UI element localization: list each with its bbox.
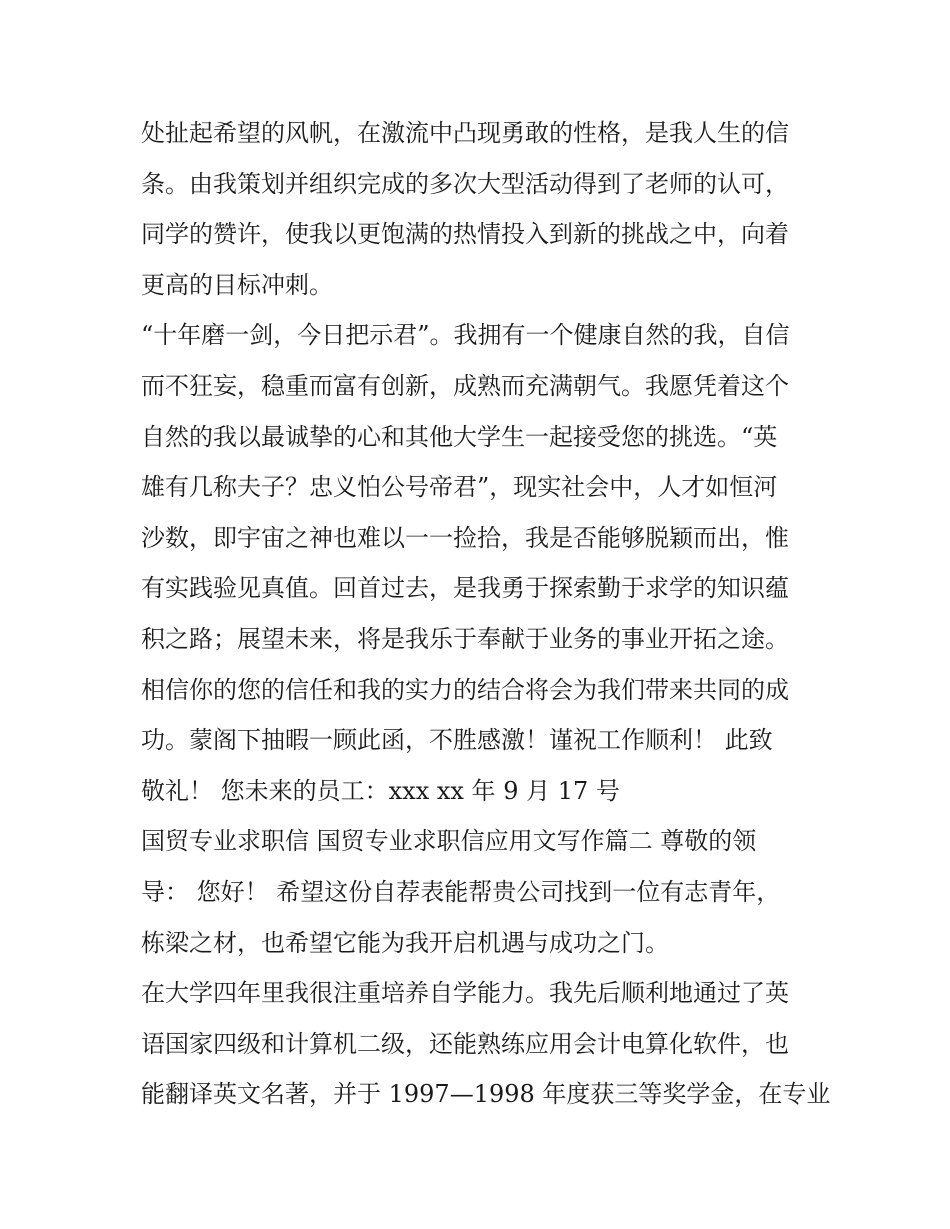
text-line: 处扯起希望的风帆，在激流中凸现勇敢的性格，是我人生的信 [141,119,789,147]
text-line: 有实践验见真值。回首过去，是我勇于探索勤于求学的知识蕴 [141,574,789,603]
text-line: 同学的赞许，使我以更饱满的热情投入到新的挑战之中，向着 [141,220,789,249]
text-line: 能翻译英文名著，并于 1997—1998 年度获三等奖学金，在专业 [141,1080,831,1109]
text-line: “十年磨一剑，今日把示君”。我拥有一个健康自然的我，自信 [141,321,790,350]
text-line: 沙数，即宇宙之神也难以一一捡拾，我是否能够脱颖而出，惟 [141,523,789,552]
text-line: 功。蒙阁下抽暇一顾此函，不胜感激！谨祝工作顺利！ 此致 [141,726,773,755]
text-line: 在大学四年里我很注重培养自学能力。我先后顺利地通过了英 [141,979,789,1008]
text-line: 导： 您好！ 希望这份自荐表能帮贵公司找到一位有志青年， [141,877,781,906]
text-line: 国贸专业求职信 国贸专业求职信应用文写作篇二 尊敬的领 [141,827,757,856]
text-line: 语国家四级和计算机二级，还能熟练应用会计电算化软件，也 [141,1029,789,1058]
text-line: 积之路；展望未来，将是我乐于奉献于业务的事业开拓之途。 [141,624,789,653]
letter-body [141,108,831,1120]
text-line: 敬礼！ 您未来的员工：xxx xx 年 9 月 17 号 [141,776,620,805]
text-line: 而不狂妄，稳重而富有创新，成熟而充满朝气。我愿凭着这个 [141,371,789,400]
text-line: 相信你的您的信任和我的实力的结合将会为我们带来共同的成 [141,675,789,704]
text-line: 栋梁之材，也希望它能为我开启机遇与成功之门。 [141,928,669,957]
text-line: 自然的我以最诚挚的心和其他大学生一起接受您的挑选。“英 [141,422,778,451]
text-line: 雄有几称夫子？忠义怕公号帝君”，现实社会中，人才如恒河 [141,473,778,502]
text-line: 条。由我策划并组织完成的多次大型活动得到了老师的认可， [141,169,789,198]
text-line: 更高的目标冲刺。 [141,270,333,299]
